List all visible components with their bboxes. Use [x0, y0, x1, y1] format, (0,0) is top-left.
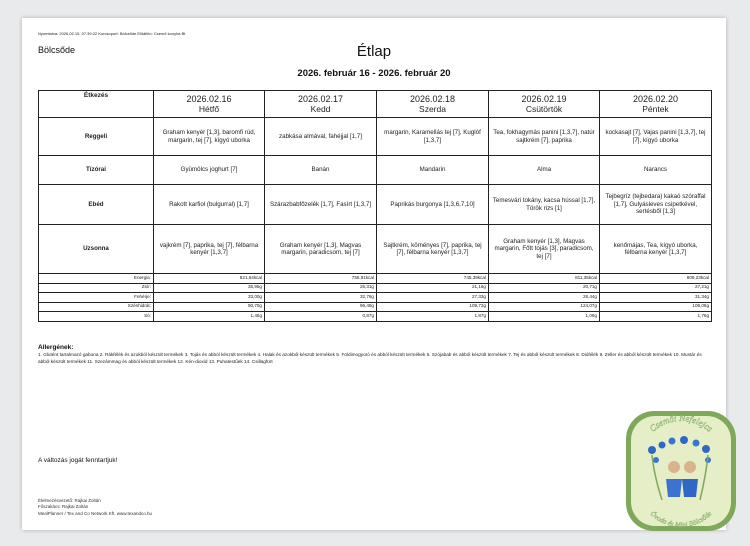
nutrition-value: 32,76g — [265, 293, 377, 303]
nutrition-value: 0,87g — [265, 312, 377, 322]
day-header — [154, 91, 265, 118]
day-name: Kedd — [310, 103, 331, 114]
meal-cell: Alma — [489, 156, 600, 185]
day-date: 2026.02.16 — [186, 94, 232, 105]
meal-cell: Tejbegríz (tejbedara) kakaó szóraffal [1,7], Gulyásleves csipetkével, sertésből [1,3] — [600, 185, 712, 225]
nutrition-label: Zsír: — [39, 283, 154, 293]
page-title: Étlap — [356, 43, 392, 60]
footer-line: Főszakács: Rajkai Zoltán — [38, 504, 89, 510]
meal-cell: Gyümölcs joghurt [7] — [154, 156, 265, 185]
nutrition-value: 124,07g — [489, 302, 600, 312]
meal-name: Uzsonna — [39, 225, 154, 274]
nutrition-value: 1,45g — [154, 312, 265, 322]
meal-cell: zabkása almával, fahéjjal [1,7] — [265, 118, 377, 156]
table-header-row — [39, 91, 712, 118]
meal-cell: margarin, Karamellás tej [7], Kuglóf [1,3,7] — [377, 118, 489, 156]
nutrition-value: 821,64kcal — [154, 274, 265, 284]
meal-cell: Sajtkrém, köményes [7], paprika, tej [7], félbarna kenyér [1,3,7] — [377, 225, 489, 274]
nutrition-value: 745,39kcal — [377, 274, 489, 284]
nutrition-value: 21,16g — [377, 283, 489, 293]
nutrition-value: 20,71g — [489, 283, 600, 293]
date-range: 2026. február 16 - 2026. február 20 — [297, 68, 451, 79]
day-name: Szerda — [419, 103, 446, 114]
nutrition-value: 96,49g — [265, 302, 377, 312]
change-notice: A változás jogát fenntartjuk! — [38, 457, 118, 464]
menu-table — [38, 90, 712, 322]
day-name: Péntek — [642, 103, 669, 114]
corner-label: Étkezés — [39, 91, 154, 118]
nutrition-row-protein — [39, 293, 712, 303]
kindergarten-logo — [622, 405, 740, 535]
day-name: Hétfő — [198, 103, 220, 114]
logo-badge — [631, 416, 731, 526]
nutrition-value: 109,73g — [377, 302, 489, 312]
meal-cell: Mandarin — [377, 156, 489, 185]
nutrition-value: 1,09g — [489, 312, 600, 322]
meal-name: Reggeli — [39, 118, 154, 156]
nutrition-value: 27,21g — [600, 283, 712, 293]
day-date: 2026.02.20 — [632, 94, 679, 105]
nutrition-value: 108,08g — [600, 302, 712, 312]
meal-name: Ebéd — [39, 185, 154, 225]
meal-cell: Tea, fokhagymás panini [1,3,7], natúr sajtkrém [7], paprika — [489, 118, 600, 156]
nutrition-value: 25,31g — [265, 283, 377, 293]
meal-cell: Rakott karfiol (bulgurral) [1,7] — [154, 185, 265, 225]
nutrition-label: Fehérje: — [39, 293, 154, 303]
menu-page — [22, 18, 726, 530]
nutrition-value: 33,00g — [154, 293, 265, 303]
meal-cell: Narancs — [600, 156, 712, 185]
nutrition-label: Só: — [39, 312, 154, 322]
meal-row-ebed — [39, 185, 712, 225]
meal-row-reggeli — [39, 118, 712, 156]
nutrition-row-carbs — [39, 302, 712, 312]
nutrition-value: 90,70g — [154, 302, 265, 312]
nutrition-value: 28,44g — [489, 293, 600, 303]
day-header — [489, 91, 600, 118]
meal-row-tizorai — [39, 156, 712, 185]
nutrition-row-salt — [39, 312, 712, 322]
day-name: Csütörtök — [525, 103, 563, 114]
day-header — [377, 91, 489, 118]
footer — [38, 498, 152, 517]
nutrition-value: 809,23kcal — [600, 274, 712, 284]
nutrition-value: 1,76g — [600, 312, 712, 322]
footer-line: Élelmezésvezető: Rajkai Zoltán — [38, 498, 101, 503]
institution-label: Bölcsőde — [38, 45, 76, 55]
day-date: 2026.02.18 — [409, 94, 456, 105]
meal-cell: Graham kenyér [1,3], Magvas margarin, Főtt tojás [3], paradicsom, tej [7] — [489, 225, 600, 274]
meal-cell: Szárazbabfőzelék [1,7], Fasírt [1,3,7] — [265, 185, 377, 225]
day-date: 2026.02.17 — [297, 94, 344, 105]
day-header — [600, 91, 712, 118]
nutrition-value: 755,91kcal — [265, 274, 377, 284]
print-info: Nyomtatva: 2026.02.15. 07:39:22 Korcsoport: Bölcsőde Elõállító: Csemő konyha Bt — [38, 31, 186, 36]
footer-line: MealPlanner / Tex and Co Network Kft. www.texandco.hu — [38, 510, 152, 516]
meal-cell: Temesvári tokány, kacsa hússal [1,7], Török rizs [1] — [489, 185, 600, 225]
nutrition-row-fat — [39, 283, 712, 293]
nutrition-value: 27,33g — [377, 293, 489, 303]
meal-cell: Graham kenyér [1,3], baromfi rúd, margarin, tej [7], kígyó uborka — [154, 118, 265, 156]
logo-text-bottom: Óvoda és Mini Bölcsőde — [648, 509, 714, 530]
nutrition-value: 31,34g — [600, 293, 712, 303]
day-header — [265, 91, 377, 118]
meal-cell: Graham kenyér [1,3], Magvas margarin, paradicsom, tej [7] — [265, 225, 377, 274]
meal-name: Tízórai — [39, 156, 154, 185]
allergens-title: Allergének: — [38, 344, 74, 351]
nutrition-value: 811,35kcal — [489, 274, 600, 284]
meal-cell: kockasajt [7], Vajas panini [1,3,7], tej [7], kígyó uborka — [600, 118, 712, 156]
nutrition-value: 1,87g — [377, 312, 489, 322]
nutrition-value: 35,95g — [154, 283, 265, 293]
meal-cell: kenőmájas, Tea, kígyó uborka, félbarna kenyér [1,3,7] — [600, 225, 712, 274]
meal-cell: vajkrém [7], paprika, tej [7], félbarna kenyér [1,3,7] — [154, 225, 265, 274]
allergens-list: 1. Glutént tartalmazó gabona 2. Rákfélék és azokból készült termékek 3. Tojás és abból készült termékek 4. Halak és azokból készült termékek 5. Földimogyoró és abból készült termékek 6. Szójabab és abból készült termékek 7. Tej és abból készült termékek 8. Diófélék 9. Zeller és abból készült termékek 10. Mustár és abból készült termékek 11. Szezámmag és abból készült termékek 12. Kén-dioxid 13. Puhatestűek 14. Csillagfürt — [38, 352, 702, 364]
nutrition-label: Energia: — [39, 274, 154, 284]
meal-row-uzsonna — [39, 225, 712, 274]
logo-text-top: Csemői Nefelejcs — [647, 412, 715, 434]
nutrition-label: Szénhidrát: — [39, 302, 154, 312]
nutrition-row-energy — [39, 274, 712, 284]
meal-cell: Banán — [265, 156, 377, 185]
meal-cell: Paprikás burgonya [1,3,6,7,10] — [377, 185, 489, 225]
day-date: 2026.02.19 — [521, 94, 567, 105]
